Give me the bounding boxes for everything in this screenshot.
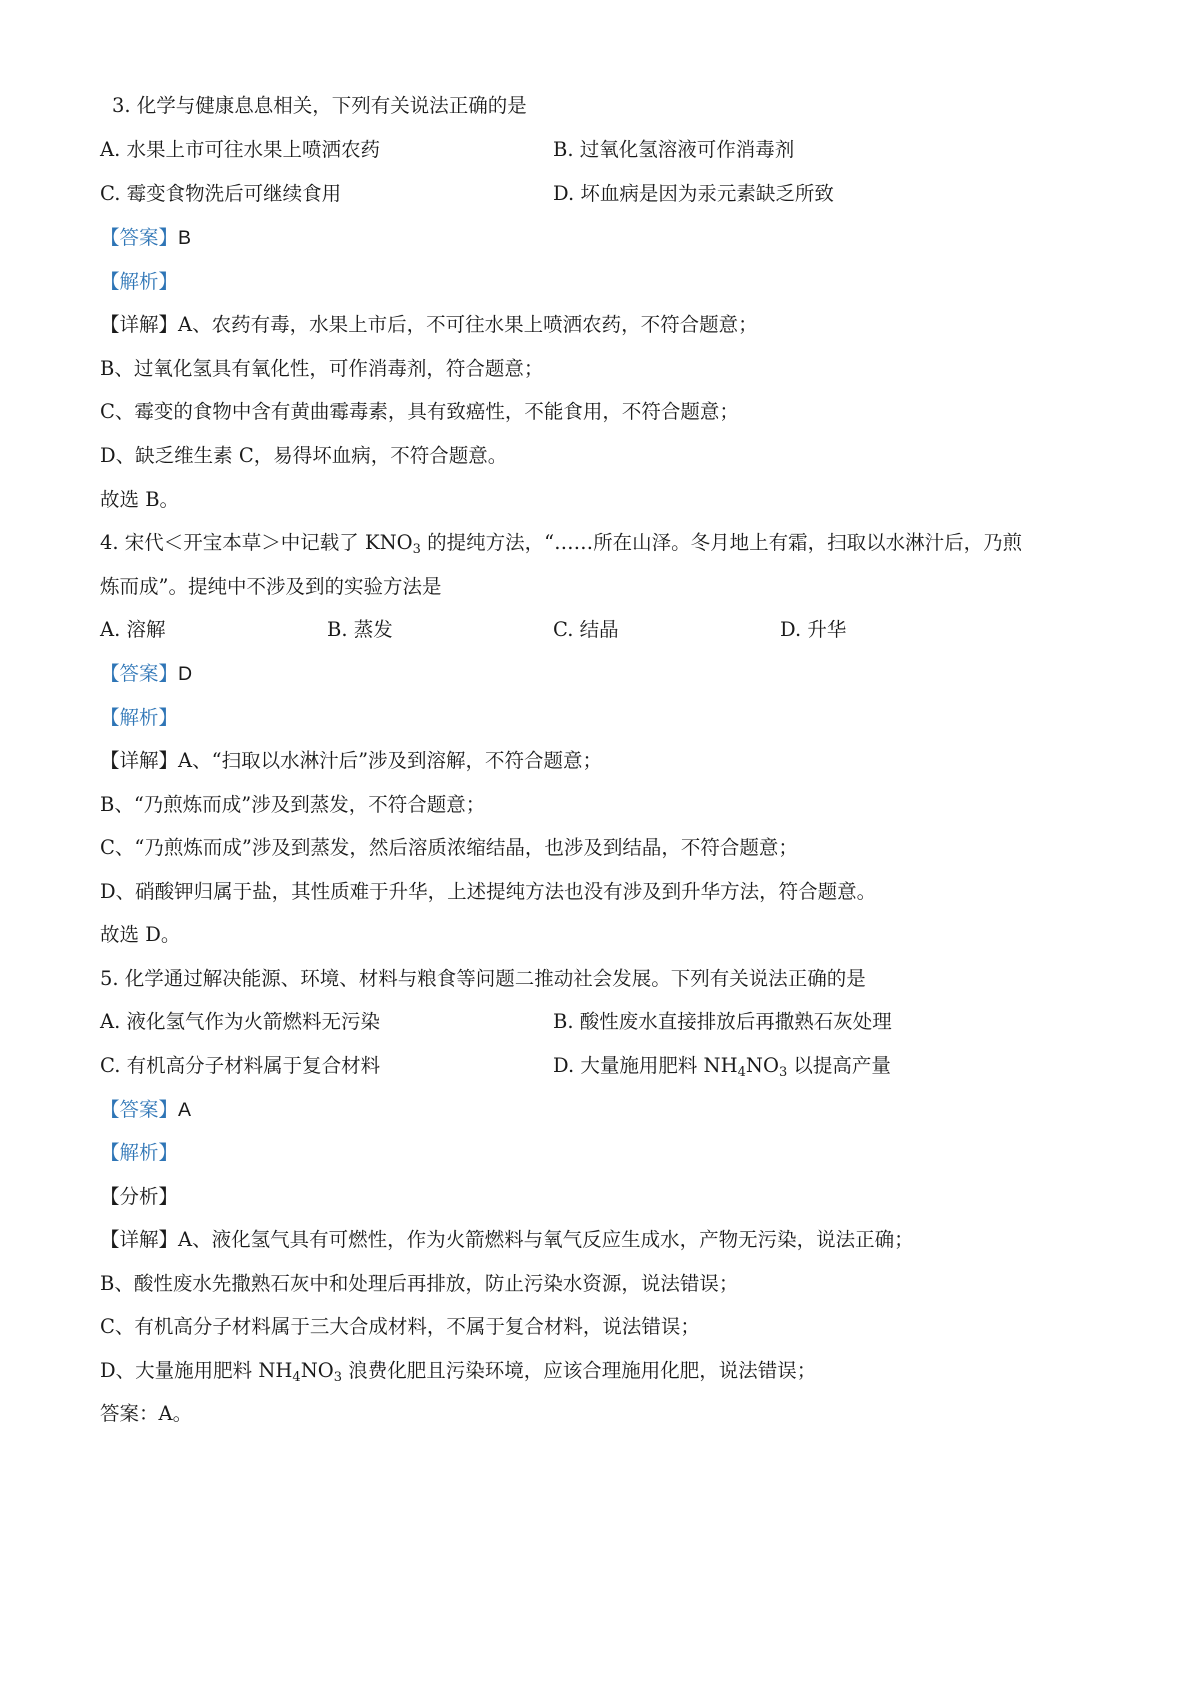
q4-detail-b: B、“乃煎炼而成”涉及到蒸发，不符合题意； [100, 793, 486, 816]
detail-tag: 【详解】 [100, 1228, 179, 1251]
q3-option-c: C. 霉变食物洗后可继续食用 [100, 182, 342, 205]
detail-tag: 【详解】 [100, 313, 179, 336]
q4-option-b: B. 蒸发 [327, 618, 393, 641]
q5-detail-a: 【详解】A、液化氢气具有可燃性，作为火箭燃料与氧气反应生成水，产物无污染，说法正确； [100, 1228, 914, 1251]
q5-fenxi-tag: 【分析】 [100, 1185, 179, 1208]
q5-analysis-tag: 【解析】 [100, 1141, 179, 1164]
q5-option-b: B. 酸性废水直接排放后再撒熟石灰处理 [553, 1010, 892, 1033]
q3-option-d: D. 坏血病是因为汞元素缺乏所致 [553, 182, 834, 205]
answer-tag: 【答案】 [100, 1098, 179, 1121]
q4-detail-a: 【详解】A、“扫取以水淋汁后”涉及到溶解，不符合题意； [100, 749, 603, 772]
q3-stem: 3. 化学与健康息息相关，下列有关说法正确的是 [112, 94, 527, 117]
answer-tag: 【答案】 [100, 226, 179, 249]
q4-conclusion: 故选 D。 [100, 923, 181, 946]
q3-detail-b: B、过氧化氢具有氧化性，可作消毒剂，符合题意； [100, 357, 544, 380]
q5-detail-b: B、酸性废水先撒熟石灰中和处理后再排放，防止污染水资源，说法错误； [100, 1272, 739, 1295]
q3-option-b: B. 过氧化氢溶液可作消毒剂 [553, 138, 795, 161]
answer-tag: 【答案】 [100, 662, 179, 685]
detail-tag: 【详解】 [100, 749, 179, 772]
answer-value: A [178, 1099, 192, 1121]
q5-answer [100, 1096, 191, 1124]
q3-option-a: A. 水果上市可往水果上喷洒农药 [100, 138, 380, 161]
q3-detail-d: D、缺乏维生素 C，易得坏血病，不符合题意。 [100, 444, 508, 467]
q5-option-c: C. 有机高分子材料属于复合材料 [100, 1054, 381, 1077]
answer-value: D [178, 663, 193, 685]
q4-detail-c: C、“乃煎炼而成”涉及到蒸发，然后溶质浓缩结晶，也涉及到结晶，不符合题意； [100, 836, 798, 859]
q3-conclusion: 故选 B。 [100, 488, 180, 511]
q4-stem-line2: 炼而成”。提纯中不涉及到的实验方法是 [100, 575, 442, 598]
q4-option-c: C. 结晶 [553, 618, 619, 641]
q5-detail-d: D、大量施用肥料 $NH_4NO_3$ 浪费化肥且污染环境，应该合理施用化肥，说法错误； [100, 1359, 817, 1385]
q4-answer [100, 660, 192, 688]
q4-option-a: A. 溶解 [100, 618, 166, 641]
q4-analysis-tag: 【解析】 [100, 706, 179, 729]
q4-detail-d: D、硝酸钾归属于盐，其性质难于升华，上述提纯方法也没有涉及到升华方法，符合题意。 [100, 880, 877, 903]
q3-analysis-tag: 【解析】 [100, 270, 179, 293]
q5-stem: 5. 化学通过解决能源、环境、材料与粮食等问题二推动社会发展。下列有关说法正确的是 [100, 967, 866, 990]
q5-conclusion: 答案：A。 [100, 1402, 193, 1425]
q3-detail-a: 【详解】A、农药有毒，水果上市后，不可往水果上喷洒农药，不符合题意； [100, 313, 758, 336]
q4-stem: 4. 宋代＜开宝本草＞中记载了 $KNO_3$ 的提纯方法，“……所在山泽。冬月地上有霜，扫取以水淋汁后，乃煎 [100, 531, 1023, 557]
q5-detail-c: C、有机高分子材料属于三大合成材料，不属于复合材料，说法错误； [100, 1315, 700, 1338]
answer-value: B [178, 227, 192, 249]
q4-option-d: D. 升华 [780, 618, 847, 641]
q5-option-a: A. 液化氢气作为火箭燃料无污染 [100, 1010, 380, 1033]
q3-answer [100, 224, 191, 252]
q3-detail-c: C、霉变的食物中含有黄曲霉毒素，具有致癌性，不能食用，不符合题意； [100, 400, 739, 423]
q5-option-d: D. 大量施用肥料 $NH_4NO_3$ 以提高产量 [553, 1054, 891, 1080]
